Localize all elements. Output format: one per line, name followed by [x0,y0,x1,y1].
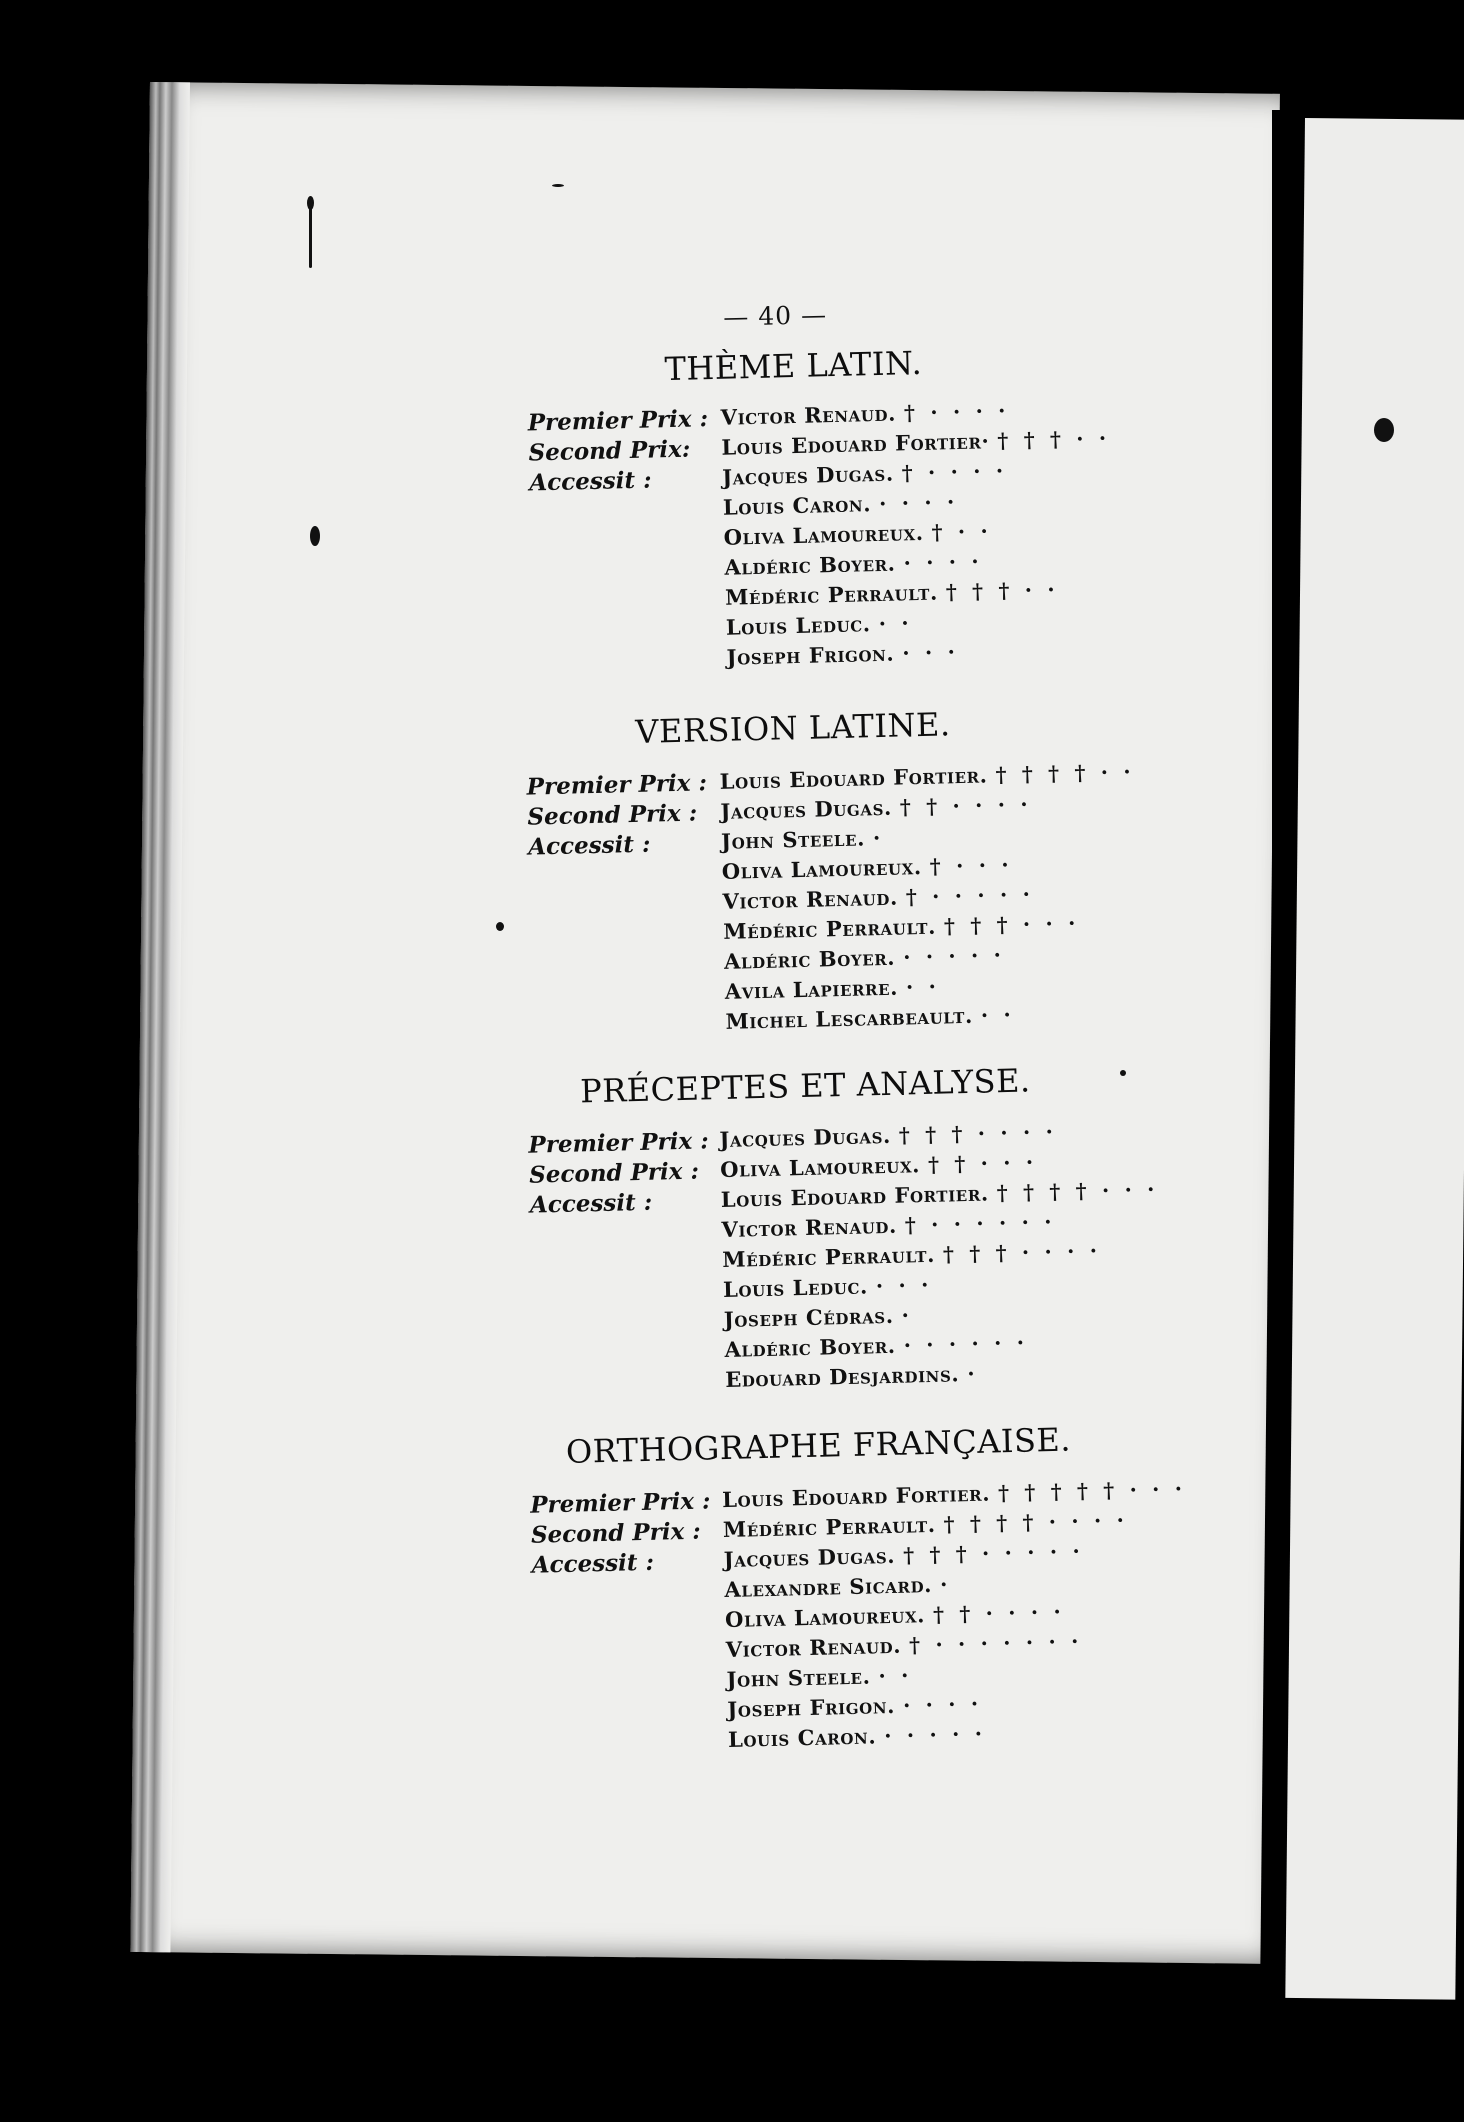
list-item: Michel Lescarbeault. · · [725,1001,1016,1034]
second-prix-label: Second Prix: [528,435,691,467]
premier-prix-label: Premier Prix : [529,1487,711,1519]
list-item: Louis Caron. · · · · [722,489,959,520]
list-item: Avila Lapierre. · · [724,973,941,1004]
second-prix-label: Second Prix : [528,1157,700,1189]
scan-speck [496,922,504,931]
list-item: Aldéric Boyer. · · · · [724,548,983,580]
list-item: Joseph Frigon. · · · [726,639,960,670]
list-item: Oliva Lamoureux. † · · · [721,851,1013,884]
premier-prix-label: Premier Prix : [527,405,709,437]
list-item: Oliva Lamoureux. † † · · · · [724,1598,1066,1633]
page-number: — 40 — [722,300,828,332]
list-item: Louis Edouard Fortier· † † † · · [721,425,1111,460]
list-item: Louis Edouard Fortier. † † † † · · · [720,1176,1159,1213]
list-item: Médéric Perrault. † † † † · · · · [722,1507,1129,1543]
list-item: Médéric Perrault. † † † · · [724,576,1059,610]
list-item: Oliva Lamoureux. † · · [723,518,993,550]
list-item: Médéric Perrault. † † † · · · · [722,1237,1102,1272]
accessit-label: Accessit : [531,1548,655,1579]
list-item: Louis Caron. · · · · · [727,1720,987,1752]
list-item: Victor Renaud. † · · · · · · [721,1208,1056,1243]
section-title: VERSION LATINE. [634,705,951,751]
accessit-label: Accessit : [527,830,651,861]
list-item: Alexandre Sicard. · [724,1571,952,1603]
scan-speck [1120,1070,1126,1076]
premier-prix-label: Premier Prix : [528,1127,710,1159]
list-item: Louis Edouard Fortier. † † † † · · [719,758,1135,794]
accessit-label: Accessit : [529,1188,653,1219]
list-item: Médéric Perrault. † † † · · · [723,910,1080,944]
list-item: John Steele. · [720,824,885,854]
list-item: Oliva Lamoureux. † † · · · [719,1149,1038,1183]
list-item: Jacques Dugas. † † · · · · [720,791,1032,824]
list-item: Jacques Dugas. † † † · · · · [719,1118,1058,1153]
list-item: Jacques Dugas. † · · · · [721,457,1008,490]
scan-speck [1374,418,1394,442]
scan-speck [309,206,312,268]
list-item: Joseph Cédras. · [723,1302,914,1332]
list-item: Louis Edouard Fortier. † † † † † · · · [721,1475,1187,1513]
scan-speck [552,184,564,187]
section-title: PRÉCEPTES ET ANALYSE. [579,1061,1032,1111]
accessit-label: Accessit : [528,466,652,497]
list-item: Aldéric Boyer. · · · · · [723,942,1006,974]
scan-speck [310,526,320,546]
list-item: Joseph Frigon. · · · · [727,1690,983,1723]
list-item: Edouard Desjardins. · [724,1360,979,1392]
list-item: Victor Renaud. † · · · · [720,397,1010,430]
second-prix-label: Second Prix : [530,1517,702,1549]
section-title: THÈME LATIN. [664,343,923,389]
section-title: ORTHOGRAPHE FRANÇAISE. [565,1420,1072,1471]
list-item: Aldéric Boyer. · · · · · · [724,1329,1029,1362]
second-prix-label: Second Prix : [527,799,698,831]
list-item: Jacques Dugas. † † † · · · · · [723,1538,1085,1573]
list-item: John Steele. · · [726,1662,913,1693]
list-item: Victor Renaud. † · · · · · · · [725,1628,1083,1663]
list-item: Victor Renaud. † · · · · · [722,881,1035,914]
list-item: Louis Leduc. · · · [722,1271,933,1302]
premier-prix-label: Premier Prix : [526,769,708,801]
list-item: Louis Leduc. · · [725,610,913,640]
